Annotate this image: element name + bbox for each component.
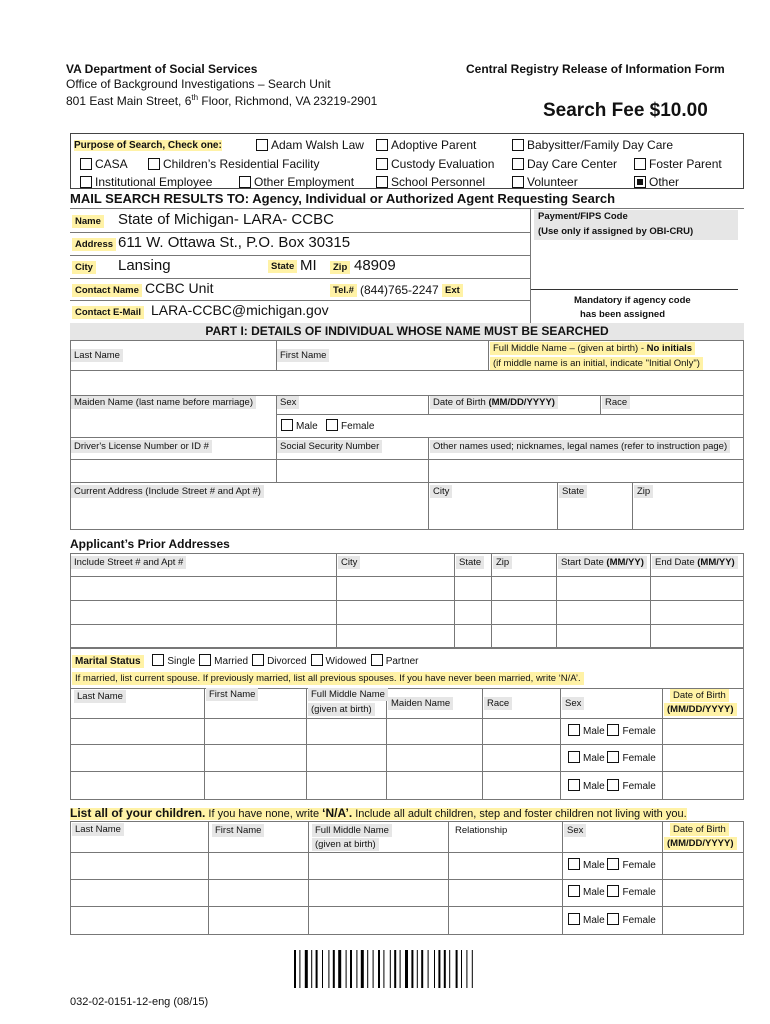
ch-relationship-label: Relationship	[455, 825, 508, 836]
marital-option[interactable]: Married	[199, 656, 248, 667]
mail-email-label: Contact E-Mail	[72, 306, 144, 319]
purpose-option[interactable]: Children’s Residential Facility	[148, 157, 320, 171]
child-male-checkbox[interactable]	[568, 885, 580, 897]
sp-maiden-label: Maiden Name	[388, 697, 453, 710]
marital-option[interactable]: Widowed	[311, 656, 367, 667]
child-female-checkbox[interactable]	[607, 885, 619, 897]
purpose-label: Purpose of Search, Check one:	[74, 140, 222, 151]
child-sex-row: Male Female	[568, 885, 656, 898]
ch-middle-label: Full Middle Name	[312, 824, 392, 837]
spouse-female-checkbox[interactable]	[607, 724, 619, 736]
purpose-option[interactable]: Foster Parent	[634, 157, 722, 171]
marital-checkbox[interactable]	[199, 654, 211, 666]
fips-note: (Use only if assigned by OBI-CRU)	[538, 226, 694, 237]
purpose-option[interactable]: School Personnel	[376, 175, 485, 189]
mail-contact-label: Contact Name	[72, 284, 142, 297]
sp-middle-note: (given at birth)	[308, 703, 375, 716]
purpose-checkbox[interactable]	[512, 139, 524, 151]
sp-race-label: Race	[484, 697, 512, 710]
p1-middle-label: Full Middle Name – (given at birth) - No initials	[490, 342, 695, 355]
p1-dob-label: Date of Birth (MM/DD/YYYY)	[430, 396, 558, 409]
sp-first-name-label: First Name	[206, 688, 258, 701]
p1-race-label: Race	[602, 396, 630, 409]
spouse-male-checkbox[interactable]	[568, 724, 580, 736]
mail-address-value[interactable]: 611 W. Ottawa St., P.O. Box 30315	[118, 234, 351, 251]
prior-city-label: City	[338, 556, 360, 569]
purpose-checkbox[interactable]	[239, 176, 251, 188]
marital-checkbox[interactable]	[252, 654, 264, 666]
marital-note: If married, list current spouse. If previously married, list all previous spouses. If you have never been married, write ‘N/A’.	[72, 672, 584, 685]
purpose-checkbox[interactable]	[148, 158, 160, 170]
part1-heading: PART I: DETAILS OF INDIVIDUAL WHOSE NAME MUST BE SEARCHED	[70, 323, 744, 340]
spouse-sex-row: Male Female	[568, 779, 656, 792]
ch-middle-note: (given at birth)	[312, 838, 379, 851]
office-name: Office of Background Investigations – Search Unit	[66, 77, 331, 91]
marital-label: Marital Status	[72, 655, 144, 668]
ch-dob-format: (MM/DD/YYYY)	[664, 837, 737, 850]
purpose-checkbox[interactable]	[512, 158, 524, 170]
marital-option[interactable]: Single	[152, 656, 195, 667]
purpose-option[interactable]: Babysitter/Family Day Care	[512, 138, 673, 152]
sp-middle-label: Full Middle Name	[308, 688, 388, 701]
p1-middle-note: (if middle name is an initial, indicate "Initial Only")	[490, 357, 703, 370]
purpose-checkbox[interactable]	[80, 158, 92, 170]
mandatory-note-2: has been assigned	[580, 309, 666, 320]
prior-zip-label: Zip	[493, 556, 512, 569]
sp-dob-label: Date of Birth	[670, 689, 729, 702]
purpose-option[interactable]: Day Care Center	[512, 157, 617, 171]
p1-sex-options: Male Female	[281, 419, 374, 432]
office-address: 801 East Main Street, 6th Floor, Richmond, VA 23219-2901	[66, 93, 378, 108]
form-title: Central Registry Release of Information Form	[466, 62, 725, 76]
p1-city-label: City	[430, 485, 452, 498]
mail-city-label: City	[72, 261, 96, 274]
spouse-female-checkbox[interactable]	[607, 751, 619, 763]
child-female-checkbox[interactable]	[607, 858, 619, 870]
p1-state-label: State	[559, 485, 587, 498]
barcode	[294, 950, 476, 988]
marital-checkbox[interactable]	[152, 654, 164, 666]
child-female-checkbox[interactable]	[607, 913, 619, 925]
p1-current-address-label: Current Address (Include Street # and Apt #)	[71, 485, 264, 498]
purpose-checkbox[interactable]	[80, 176, 92, 188]
purpose-option[interactable]: Other	[634, 175, 679, 189]
purpose-option[interactable]: Adoptive Parent	[376, 138, 476, 152]
prior-end-label: End Date (MM/YY)	[652, 556, 738, 569]
purpose-checkbox[interactable]	[512, 176, 524, 188]
p1-dl-label: Driver's License Number or ID #	[71, 440, 212, 453]
child-sex-row: Male Female	[568, 913, 656, 926]
agency-name: VA Department of Social Services	[66, 62, 258, 76]
spouse-female-checkbox[interactable]	[607, 779, 619, 791]
marital-option[interactable]: Partner	[371, 656, 419, 667]
purpose-checkbox[interactable]	[256, 139, 268, 151]
ch-last-name-label: Last Name	[72, 823, 124, 836]
mail-name-label: Name	[72, 215, 104, 228]
p1-male-checkbox[interactable]	[281, 419, 293, 431]
prior-heading: Applicant’s Prior Addresses	[70, 537, 230, 551]
p1-maiden-label: Maiden Name (last name before marriage)	[71, 396, 256, 409]
spouse-male-checkbox[interactable]	[568, 751, 580, 763]
purpose-option[interactable]: Custody Evaluation	[376, 157, 494, 171]
purpose-checkbox[interactable]	[376, 176, 388, 188]
sp-last-name-label: Last Name	[74, 690, 126, 703]
p1-zip-label: Zip	[634, 485, 653, 498]
mail-zip-label: Zip	[330, 261, 350, 274]
p1-other-names-label: Other names used; nicknames, legal names (refer to instruction page)	[430, 440, 730, 453]
sp-sex-label: Sex	[562, 697, 584, 710]
child-male-checkbox[interactable]	[568, 913, 580, 925]
purpose-checkbox[interactable]	[634, 158, 646, 170]
purpose-option[interactable]: Other Employment	[239, 175, 354, 189]
mail-contact-value[interactable]: CCBC Unit	[145, 280, 214, 296]
ch-sex-label: Sex	[564, 824, 586, 837]
mail-ext-label: Ext	[442, 284, 463, 297]
purpose-option[interactable]: CASA	[80, 157, 128, 171]
prior-state-label: State	[456, 556, 484, 569]
purpose-checkbox[interactable]	[634, 176, 646, 188]
mandatory-note-1: Mandatory if agency code	[574, 295, 691, 306]
p1-last-name-label: Last Name	[71, 349, 123, 362]
purpose-checkbox[interactable]	[376, 158, 388, 170]
child-sex-row: Male Female	[568, 858, 656, 871]
spouse-sex-row: Male Female	[568, 724, 656, 737]
purpose-option[interactable]: Institutional Employee	[80, 175, 212, 189]
prior-street-label: Include Street # and Apt #	[71, 556, 186, 569]
marital-checkbox[interactable]	[371, 654, 383, 666]
sp-dob-format: (MM/DD/YYYY)	[664, 703, 737, 716]
fips-label: Payment/FIPS Code	[538, 211, 628, 222]
mail-name-value[interactable]: State of Michigan- LARA- CCBC	[118, 211, 334, 228]
marital-option[interactable]: Divorced	[252, 656, 306, 667]
purpose-option[interactable]: Adam Walsh Law	[256, 138, 364, 152]
p1-first-name-label: First Name	[277, 349, 329, 362]
marital-checkbox[interactable]	[311, 654, 323, 666]
spouse-sex-row: Male Female	[568, 751, 656, 764]
mail-state-value[interactable]: MI	[300, 257, 317, 274]
mail-email-value[interactable]: LARA-CCBC@michigan.gov	[151, 302, 329, 318]
ch-first-name-label: First Name	[212, 824, 264, 837]
prior-start-label: Start Date (MM/YY)	[558, 556, 647, 569]
marital-row	[72, 654, 418, 667]
purpose-checkbox[interactable]	[376, 139, 388, 151]
child-male-checkbox[interactable]	[568, 858, 580, 870]
mail-tel-label: Tel.#	[330, 284, 357, 297]
search-fee: Search Fee $10.00	[543, 100, 708, 121]
form-number: 032-02-0151-12-eng (08/15)	[70, 996, 209, 1008]
children-heading: List all of your children. If you have none, write ‘N/A’. Include all adult children, step and foster children not living with you.	[70, 806, 687, 820]
ch-dob-label: Date of Birth	[670, 823, 729, 836]
mail-zip-value[interactable]: 48909	[354, 257, 396, 274]
mail-address-label: Address	[72, 238, 116, 251]
mail-city-value[interactable]: Lansing	[118, 257, 171, 274]
mail-tel-value[interactable]: (844)765-2247	[360, 283, 439, 297]
p1-sex-label: Sex	[277, 396, 299, 409]
spouse-male-checkbox[interactable]	[568, 779, 580, 791]
p1-ssn-label: Social Security Number	[277, 440, 382, 453]
mail-heading: MAIL SEARCH RESULTS TO: Agency, Individual or Authorized Agent Requesting Search	[70, 191, 616, 206]
mail-state-label: State	[268, 260, 297, 273]
purpose-option[interactable]: Volunteer	[512, 175, 578, 189]
p1-female-checkbox[interactable]	[326, 419, 338, 431]
